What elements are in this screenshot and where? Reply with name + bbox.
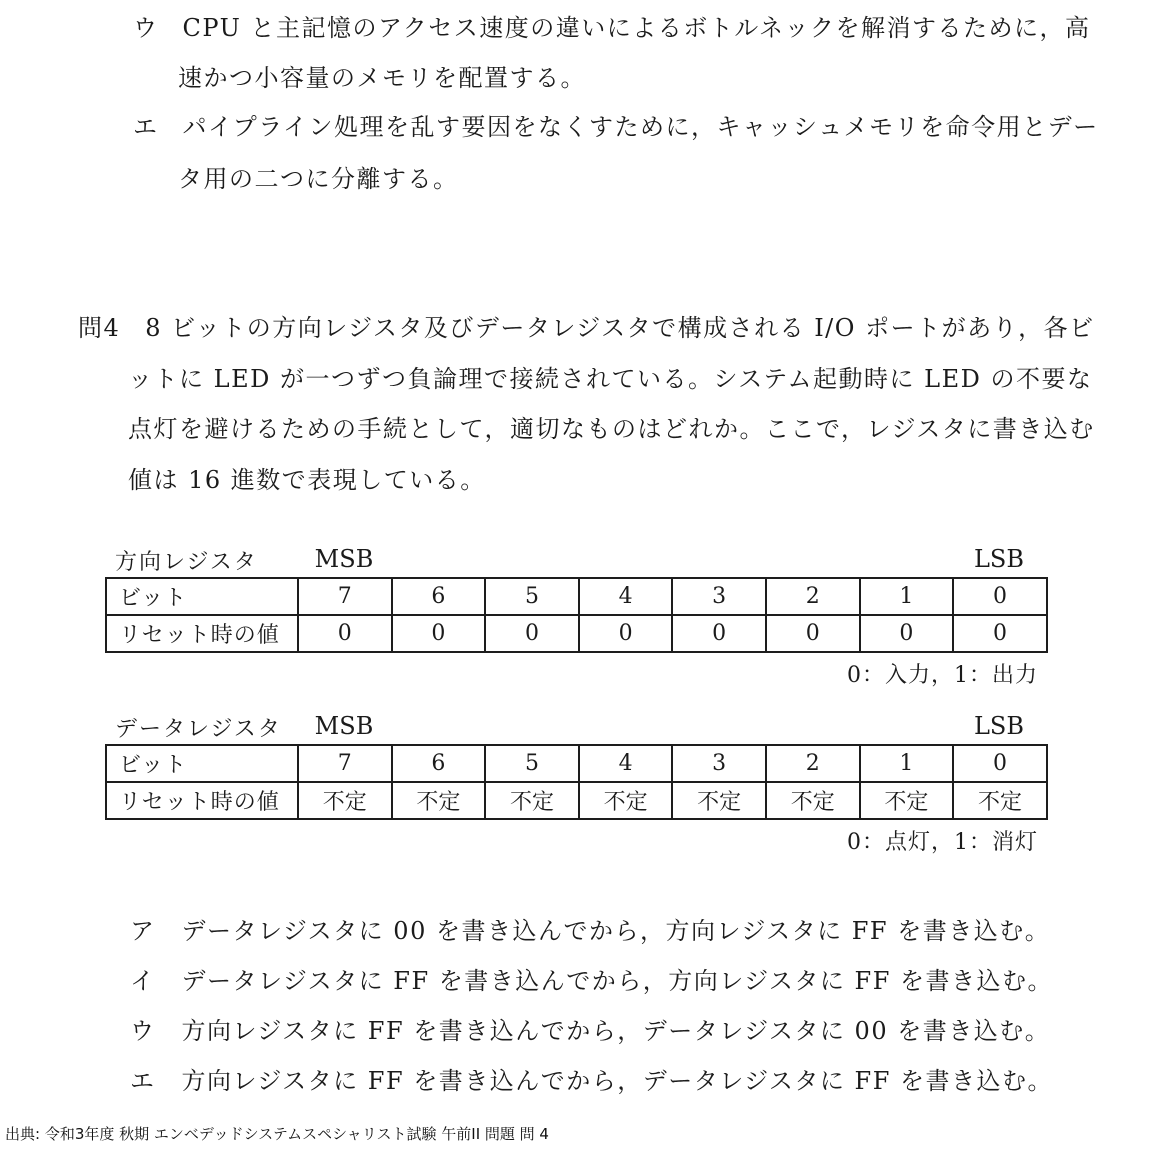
question-text-line1: 8 ビットの方向レジスタ及びデータレジスタで構成される I/O ポートがあり，各ビ <box>145 314 1095 342</box>
prev-option-u-line1 <box>133 13 1091 43</box>
direction-register-footnote: 0：入力，1：出力 <box>847 663 1038 688</box>
direction-register-msb-label: MSB <box>314 545 374 573</box>
question-line1 <box>78 313 1095 343</box>
question-number: 問4 <box>78 314 121 342</box>
bit-cell: 3 <box>672 745 766 782</box>
choice-u-text: 方向レジスタに FF を書き込んでから，データレジスタに 00 を書き込む。 <box>181 1017 1051 1045</box>
question-text-line2: ットに LED が一つずつ負論理で接続されている。システム起動時に LED の不要な <box>128 365 1093 393</box>
reset-value-cell: 不定 <box>953 782 1047 819</box>
reset-value-cell: 0 <box>672 615 766 652</box>
bit-cell: 3 <box>672 578 766 615</box>
bit-cell: 2 <box>766 578 860 615</box>
bit-cell: 6 <box>392 578 486 615</box>
reset-row-header: リセット時の値 <box>106 782 298 819</box>
prev-option-u-label: ウ <box>133 14 159 42</box>
choice-a-label: ア <box>130 917 156 945</box>
reset-value-cell: 不定 <box>579 782 673 819</box>
reset-value-cell: 不定 <box>860 782 954 819</box>
data-register-bit-row <box>106 745 1047 782</box>
direction-register-table <box>105 577 1048 653</box>
choice-i-text: データレジスタに FF を書き込んでから，方向レジスタに FF を書き込む。 <box>181 967 1053 995</box>
reset-value-cell: 0 <box>298 615 392 652</box>
data-register-name: データレジスタ <box>115 717 282 742</box>
bit-cell: 0 <box>953 578 1047 615</box>
choice-u-label: ウ <box>130 1017 156 1045</box>
reset-value-cell: 0 <box>485 615 579 652</box>
choice-u <box>130 1016 1050 1046</box>
reset-value-cell: 不定 <box>485 782 579 819</box>
choice-a-text: データレジスタに 00 を書き込んでから，方向レジスタに FF を書き込む。 <box>181 917 1051 945</box>
direction-register-name: 方向レジスタ <box>115 550 258 575</box>
reset-value-cell: 0 <box>860 615 954 652</box>
reset-value-cell: 不定 <box>672 782 766 819</box>
reset-value-cell: 不定 <box>298 782 392 819</box>
bit-cell: 4 <box>579 745 673 782</box>
reset-value-cell: 0 <box>766 615 860 652</box>
bit-row-header: ビット <box>106 745 298 782</box>
question-text-line4: 値は 16 進数で表現している。 <box>128 466 486 494</box>
bit-cell: 6 <box>392 745 486 782</box>
prev-option-e-line2: タ用の二つに分離する。 <box>178 165 459 193</box>
prev-option-e-line1 <box>133 112 1099 142</box>
data-register-msb-label: MSB <box>314 712 374 740</box>
bit-cell: 5 <box>485 745 579 782</box>
prev-option-e-label: エ <box>133 113 159 141</box>
bit-cell: 7 <box>298 745 392 782</box>
data-register-block <box>105 712 1046 856</box>
bit-cell: 1 <box>860 578 954 615</box>
data-register-caption <box>105 712 1046 742</box>
source-citation: 出典: 令和3年度 秋期 エンベデッドシステムスペシャリスト試験 午前II 問題 問 4 <box>5 1125 549 1143</box>
prev-option-u-text: CPU と主記憶のアクセス速度の違いによるボトルネックを解消するために，高 <box>182 14 1091 42</box>
direction-register-caption <box>105 545 1046 575</box>
reset-value-cell: 不定 <box>766 782 860 819</box>
data-register-reset-row <box>106 782 1047 819</box>
bit-cell: 2 <box>766 745 860 782</box>
reset-value-cell: 0 <box>953 615 1047 652</box>
reset-value-cell: 0 <box>392 615 486 652</box>
choice-i <box>130 966 1053 996</box>
bit-row-header: ビット <box>106 578 298 615</box>
bit-cell: 5 <box>485 578 579 615</box>
bit-cell: 7 <box>298 578 392 615</box>
choice-i-label: イ <box>130 967 156 995</box>
reset-row-header: リセット時の値 <box>106 615 298 652</box>
data-register-lsb-label: LSB <box>973 712 1024 740</box>
reset-value-cell: 不定 <box>392 782 486 819</box>
bit-cell: 0 <box>953 745 1047 782</box>
direction-register-lsb-label: LSB <box>973 545 1024 573</box>
question-text-line3: 点灯を避けるための手続として，適切なものはどれか。ここで，レジスタに書き込む <box>128 415 1095 443</box>
direction-register-bit-row <box>106 578 1047 615</box>
prev-option-e-text: パイプライン処理を乱す要因をなくすために，キャッシュメモリを命令用とデー <box>182 113 1099 141</box>
direction-register-reset-row <box>106 615 1047 652</box>
bit-cell: 4 <box>579 578 673 615</box>
prev-option-u-line2: 速かつ小容量のメモリを配置する。 <box>178 64 586 92</box>
bit-cell: 1 <box>860 745 954 782</box>
choice-e-text: 方向レジスタに FF を書き込んでから，データレジスタに FF を書き込む。 <box>181 1067 1053 1095</box>
reset-value-cell: 0 <box>579 615 673 652</box>
choice-a <box>130 916 1050 946</box>
data-register-footnote: 0：点灯，1：消灯 <box>847 830 1038 855</box>
choice-e <box>130 1066 1053 1096</box>
direction-register-block <box>105 545 1046 689</box>
data-register-table <box>105 744 1048 820</box>
choice-e-label: エ <box>130 1067 156 1095</box>
